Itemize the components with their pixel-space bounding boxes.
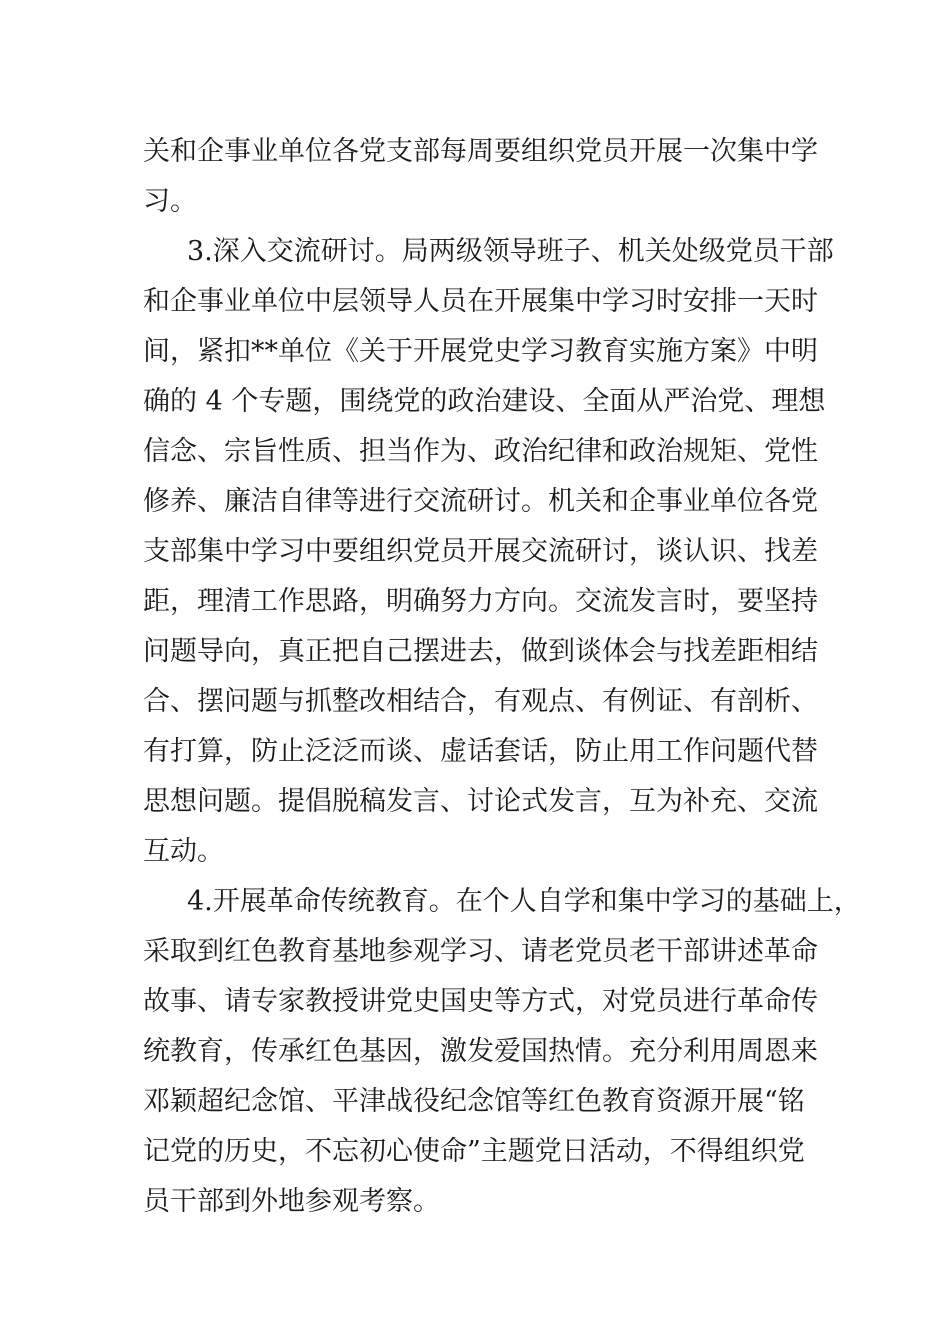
text-line: 员干部到外地参观考察。 <box>143 1186 440 1217</box>
section-heading-line: 4.开展革命传统教育。在个人自学和集中学习的基础上， <box>187 886 861 917</box>
text-line: 统教育，传承红色基因，激发爱国热情。充分利用周恩来 <box>143 1036 818 1067</box>
text-line: 合、摆问题与抓整改相结合，有观点、有例证、有剖析、 <box>143 686 818 717</box>
text-line: 和企事业单位中层领导人员在开展集中学习时安排一天时 <box>143 286 818 317</box>
text-line: 邓颖超纪念馆、平津战役纪念馆等红色教育资源开展“铭 <box>143 1086 805 1117</box>
text-line: 间，紧扣**单位《关于开展党史学习教育实施方案》中明 <box>143 336 818 367</box>
text-line: 修养、廉洁自律等进行交流研讨。机关和企事业单位各党 <box>143 486 818 517</box>
text-line: 距，理清工作思路，明确努力方向。交流发言时，要坚持 <box>143 586 818 617</box>
text-line: 采取到红色教育基地参观学习、请老党员老干部讲述革命 <box>143 936 818 967</box>
text-line: 确的 4 个专题，围绕党的政治建设、全面从严治党、理想 <box>143 386 826 417</box>
text-line: 支部集中学习中要组织党员开展交流研讨，谈认识、找差 <box>143 536 818 567</box>
text-line: 关和企事业单位各党支部每周要组织党员开展一次集中学 <box>143 136 818 167</box>
text-line: 有打算，防止泛泛而谈、虚话套话，防止用工作问题代替 <box>143 736 818 767</box>
text-line: 故事、请专家教授讲党史国史等方式，对党员进行革命传 <box>143 986 818 1017</box>
text-line: 习。 <box>143 186 197 217</box>
section-heading-line: 3.深入交流研讨。局两级领导班子、机关处级党员干部 <box>187 236 834 267</box>
text-line: 信念、宗旨性质、担当作为、政治纪律和政治规矩、党性 <box>143 436 818 467</box>
text-line: 问题导向，真正把自己摆进去，做到谈体会与找差距相结 <box>143 636 818 667</box>
text-line: 互动。 <box>143 836 224 867</box>
text-line: 思想问题。提倡脱稿发言、讨论式发言，互为补充、交流 <box>143 786 818 817</box>
text-line: 记党的历史，不忘初心使命”主题党日活动，不得组织党 <box>143 1136 805 1167</box>
